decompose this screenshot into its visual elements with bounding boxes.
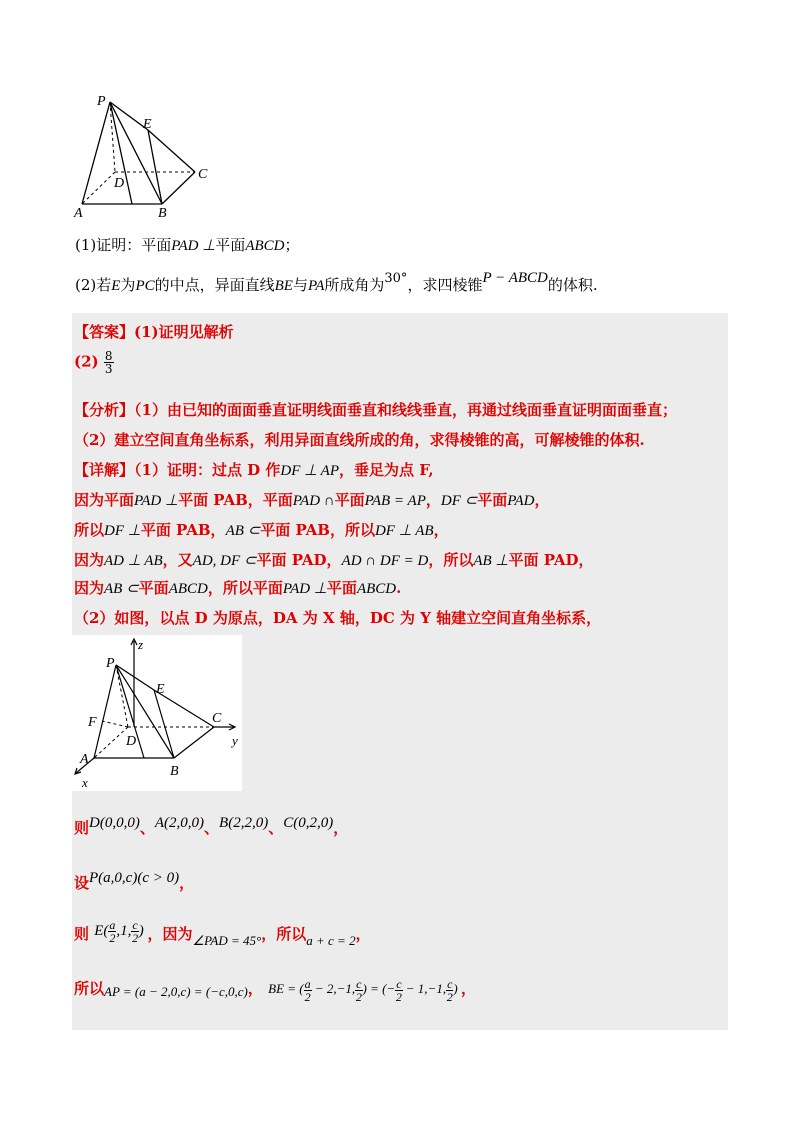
- detail-line-5: 因为AB ⊂平面ABCD，所以平面PAD ⊥平面ABCD.: [74, 579, 402, 597]
- analysis-line-2: （2）建立空间直角坐标系，利用异面直线所成的角，求得棱锥的高，可解棱锥的体积.: [74, 431, 645, 449]
- answer-section: [72, 313, 728, 1030]
- edge2-PE: [116, 665, 154, 690]
- edge2-DF: [102, 721, 128, 727]
- answer-line: 【答案】(1)证明见解析: [74, 323, 234, 341]
- detail-line-2: 因为平面PAD ⊥平面 PAB，平面PAD ∩平面PAB = AP，DF ⊂平面PAD，: [74, 491, 550, 509]
- vector-line: 所以AP = (a − 2,0,c) = (−c,0,c)， BE = ( $\frac{a}{2}$ − 2,−1, $\frac{c}{2}$ ) = (− $\frac{c}{2}$ − 1,−1, $\frac{c}{2}$ ) ，: [74, 977, 477, 1004]
- set-P-line: 设P(a,0,c)(c > 0)，: [74, 870, 195, 892]
- label-D: D: [114, 176, 125, 191]
- label2-x: x: [82, 775, 88, 790]
- edge-PA: [82, 102, 110, 204]
- problem-part-2: (2)若E为PC的中点，异面直线BE与PA所成角为30°，求四棱锥P − ABCD的体积.: [75, 270, 598, 294]
- edge2-BC: [174, 727, 214, 758]
- detail-line-6: （2）如图，以点 D 为原点，DA 为 X 轴，DC 为 Y 轴建立空间直角坐标系，: [74, 609, 602, 627]
- coords-line: 则D(0,0,0)、A(2,0,0)、B(2,2,0)、C(0,2,0)，: [74, 815, 349, 837]
- label2-P: P: [106, 656, 115, 671]
- edge2-PB: [116, 665, 174, 758]
- label-B: B: [158, 206, 167, 221]
- edge-BC: [162, 172, 195, 204]
- detail-line-1: 【详解】（1）证明：过点 D 作DF ⊥ AP，垂足为点 F,: [74, 461, 434, 479]
- detail-line-4: 因为AD ⊥ AB，又AD, DF ⊂平面 PAD，AD ∩ DF = D，所以AB ⊥平面 PAD，: [74, 551, 594, 569]
- label2-y: y: [232, 733, 238, 748]
- edge2-DA: [94, 727, 128, 758]
- label2-B: B: [170, 764, 179, 779]
- label-A: A: [74, 206, 83, 221]
- label-P: P: [97, 94, 106, 109]
- answer-part-2: (2) $\frac{8}{3}$: [74, 349, 113, 376]
- detail-line-3: 所以DF ⊥平面 PAB，AB ⊂平面 PAB，所以DF ⊥ AB，: [74, 521, 449, 539]
- E-line: 则 E( $\frac{a}{2}$ ,1, $\frac{c}{2}$ ) ，因为∠PAD = 45°，所以a + c = 2，: [74, 918, 371, 948]
- pyramid-figure-1: [70, 92, 220, 222]
- problem-part-1: (1)证明：平面PAD ⊥平面ABCD；: [75, 236, 300, 254]
- fraction-8-3: $\frac{8}{3}$: [104, 349, 113, 376]
- edge2-PA: [94, 665, 116, 758]
- label2-z: z: [138, 637, 144, 652]
- coordinate-figure-2: [72, 635, 242, 791]
- label-E: E: [143, 117, 152, 132]
- label2-F: F: [88, 715, 97, 730]
- analysis-line-1: 【分析】（1）由已知的面面垂直证明线面垂直和线线垂直，再通过线面垂直证明面面垂直；: [74, 401, 677, 419]
- label2-D: D: [126, 734, 137, 749]
- label-C: C: [198, 167, 208, 182]
- label2-E: E: [156, 682, 165, 697]
- label2-A: A: [80, 752, 89, 767]
- label2-C: C: [212, 711, 222, 726]
